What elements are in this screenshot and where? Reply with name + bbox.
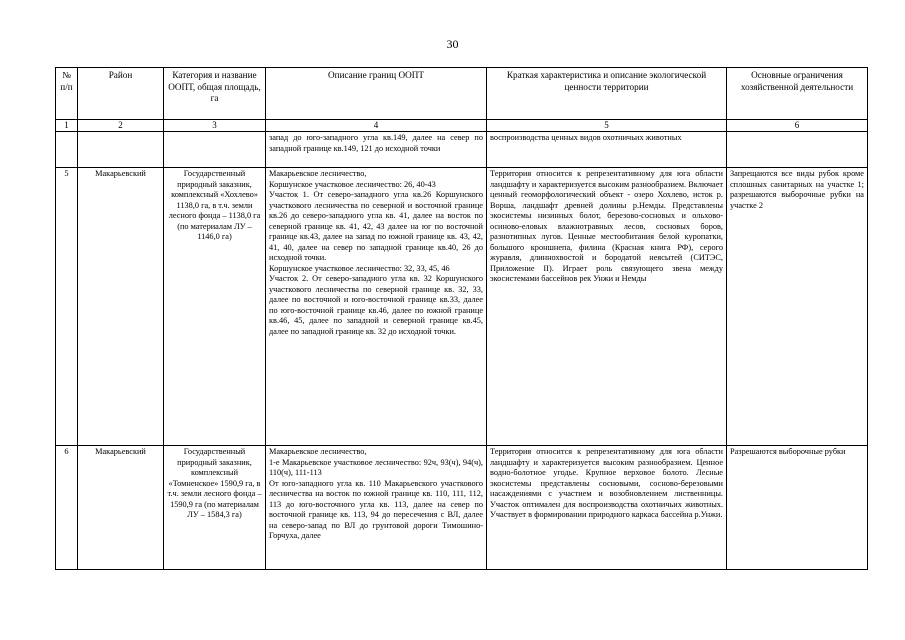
row-num bbox=[56, 132, 78, 168]
column-number: 4 bbox=[266, 120, 487, 132]
row-restrictions: Разрешаются выборочные рубки bbox=[727, 446, 868, 570]
header-description: Краткая характеристика и описание экологической ценности территории bbox=[487, 68, 727, 120]
protected-areas-table bbox=[55, 67, 868, 570]
border-text: Участок 1. От северо-западного угла кв.26 Коршунского участкового лесничества по северной и восточной границе кв.26 до северо-западного угла кв. 41, далее на восток по северной границе кв. 41, 42, 43 далее на юг по восточной границе кв.43, далее на запад по южной границе кв. 43, 42, 41, 40, далее на север по западной границе кв.40, 26 до исходной точки. bbox=[269, 190, 483, 262]
column-number-row bbox=[56, 120, 868, 132]
row-borders bbox=[266, 446, 487, 570]
border-text: Участок 2. От северо-западного угла кв. 32 Коршунского участкового лесничества по северной границе кв. 32, 33, далее по восточной и юго-восточной границе кв.33, далее по юго-восточной границе кв.46, далее по южной границе кв.46, 45, далее по западной и северной границе кв.45, далее по западной границе кв. 32 до исходной точки. bbox=[269, 274, 483, 336]
row-num: 5 bbox=[56, 168, 78, 446]
page-number: 30 bbox=[446, 37, 459, 51]
border-text: Коршунское участковое лесничество: 26, 40-43 bbox=[269, 179, 436, 189]
row-category: Государственный природный заказник, комплексный «Хохлево» 1138,0 га, в т.ч. земли лесного фонда – 1138,0 га (по материалам ЛУ – 1146,0 га) bbox=[164, 168, 266, 446]
border-text: запад до юго-западного угла кв.149, далее на север по западной границе кв.149, 121 до исходной точки bbox=[269, 133, 483, 153]
row-description: Территория относится к репрезентативному для юга области ландшафту и характеризуется высоким разнообразием. Включает ценный геоморфологический объект - озеро Хохлево, исток р. Ворша, ландшафт древней долины р.Немды. Представлены экосистемы низинных болот, березово-сосновых и ольхово-осиново-еловых влажнотравных лесов, сосновых боров, разнотипных лугов. Ценные местообитания белой куропатки, большого кроншнепа, филина (Красная книга РФ), серого журавля, длиннохвостой и бородатой неясытей (СИТЭС, Приложение II). Играет роль связующего звена между экосистемами бассейнов рек Унжи и Немды bbox=[487, 168, 727, 446]
row-district bbox=[78, 132, 164, 168]
border-text: Макарьевское лесничество, bbox=[269, 169, 367, 178]
column-number: 5 bbox=[487, 120, 727, 132]
border-text: Коршунское участковое лесничество: 32, 33, 45, 46 bbox=[269, 263, 450, 273]
table-header-row bbox=[56, 68, 868, 120]
header-category: Категория и название ООПТ, общая площадь, га bbox=[164, 68, 266, 120]
row-borders bbox=[266, 132, 487, 168]
row-district: Макарьевский bbox=[78, 168, 164, 446]
row-description: Территория относится к репрезентативному для юга области ландшафту и характеризуется высоким разнообразием. Ценное водно-болотное угодье. Крупное верховое болото. Лесные экосистемы представлены сосновыми, сосново-березовыми насаждениями с участием и возобновлением лиственницы. Участок оптимален для воспроизводства охотничьих животных. Участвует в формировании природного каркаса бассейна р.Унжи. bbox=[487, 446, 727, 570]
row-restrictions bbox=[727, 132, 868, 168]
header-num: № п/п bbox=[56, 68, 78, 120]
row-restrictions: Запрещаются все виды рубок кроме сплошных санитарных на участке 1; разрешаются выборочные рубки на участке 2 bbox=[727, 168, 868, 446]
column-number: 2 bbox=[78, 120, 164, 132]
header-borders: Описание границ ООПТ bbox=[266, 68, 487, 120]
row-borders bbox=[266, 168, 487, 446]
row-category bbox=[164, 132, 266, 168]
row-category: Государственный природный заказник, комплексный «Томненское» 1590,9 га, в т.ч. земли лесного фонда – 1590,9 га (по материалам ЛУ – 1584,3 га) bbox=[164, 446, 266, 570]
row-num: 6 bbox=[56, 446, 78, 570]
row-description: воспроизводства ценных видов охотничьих животных bbox=[487, 132, 727, 168]
column-number: 3 bbox=[164, 120, 266, 132]
column-number: 6 bbox=[727, 120, 868, 132]
table-row bbox=[56, 168, 868, 446]
border-text: От юго-западного угла кв. 110 Макарьевского участкового лесничества на восток по южной границе кв. 110, 111, 112, 113 до юго-восточного угла кв. 113, далее на север по восточной границе кв. 113, 94 до пересечения с ВЛ, далее на северо-запад по ВЛ до грунтовой дороги Тимошино-Горчуха, далее bbox=[269, 478, 483, 540]
border-text: Макарьевское лесничество, bbox=[269, 447, 367, 456]
border-text: 1-е Макарьевское участковое лесничество: 92ч, 93(ч), 94(ч), 110(ч), 111-113 bbox=[269, 457, 483, 477]
header-restrictions: Основные ограничения хозяйственной деятельности bbox=[727, 68, 868, 120]
header-district: Район bbox=[78, 68, 164, 120]
column-number: 1 bbox=[56, 120, 78, 132]
row-district: Макарьевский bbox=[78, 446, 164, 570]
table-row bbox=[56, 446, 868, 570]
table-row bbox=[56, 132, 868, 168]
